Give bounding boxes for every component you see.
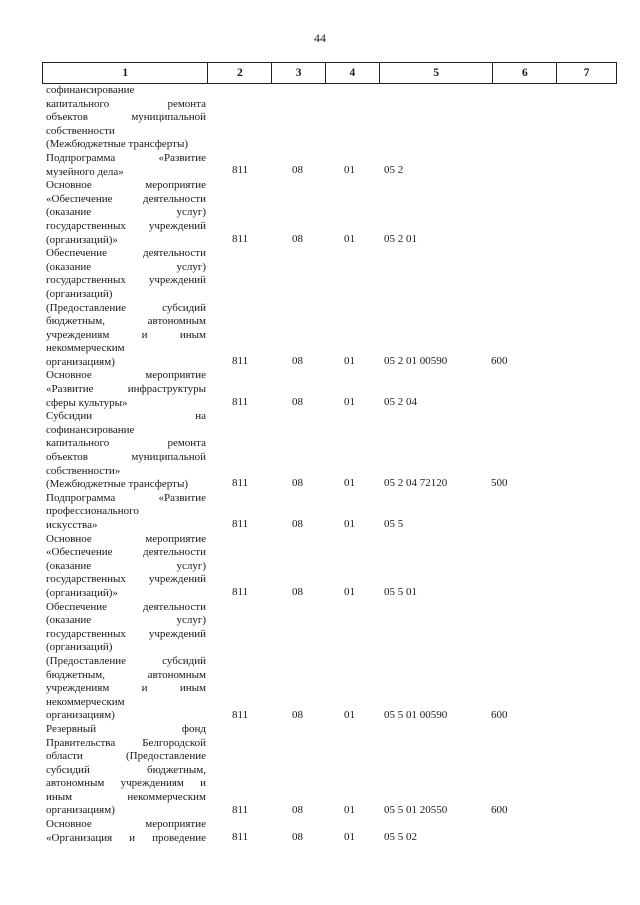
description-line: Основное мероприятие (46, 532, 206, 545)
description-line: бюджетным, автономным (46, 668, 206, 681)
description-line: государственных учреждений (46, 274, 206, 287)
cell-c2: 811 (232, 804, 249, 816)
description-line: (Межбюджетные трансферты) (46, 478, 188, 491)
description-line: бюджетным, автономным (46, 315, 206, 328)
cell-c4: 01 (344, 518, 355, 530)
header-col-1: 1 (43, 63, 208, 83)
description-line: капитального ремонта (46, 437, 206, 450)
description-line: организациям) (46, 355, 115, 368)
description-line: государственных учреждений (46, 219, 206, 232)
cell-c2: 811 (232, 164, 249, 176)
description-line: капитального ремонта (46, 97, 206, 110)
cell-c4: 01 (344, 477, 355, 489)
cell-c3: 08 (292, 831, 303, 843)
description-line: софинансирование (46, 84, 135, 96)
cell-c3: 08 (292, 396, 303, 408)
cell-c3: 08 (292, 164, 303, 176)
description-line: (организаций) (46, 641, 113, 654)
description-line: Обеспечение деятельности (46, 247, 206, 260)
description-line: Правительства Белгородской (46, 736, 206, 749)
description-line: Резервный фонд (46, 722, 206, 735)
description-line: государственных учреждений (46, 573, 206, 586)
cell-c2: 811 (232, 355, 249, 367)
cell-c4: 01 (344, 586, 355, 598)
table-header (42, 62, 617, 84)
description-line: (организаций) (46, 287, 113, 300)
cell-c4: 01 (344, 804, 355, 816)
cell-c5: 05 2 01 00590 (384, 355, 448, 367)
description-line: искусства» (46, 519, 98, 531)
header-col-5: 5 (380, 63, 494, 83)
description-line: некоммерческим (46, 695, 125, 708)
description-line: (организаций)» (46, 233, 118, 246)
description-line: Основное мероприятие (46, 369, 206, 382)
description-line: Основное мероприятие (46, 818, 206, 831)
cell-c3: 08 (292, 233, 303, 245)
description-line: сферы культуры» (46, 396, 128, 409)
cell-c5: 05 5 (384, 518, 404, 530)
cell-c6: 600 (491, 355, 508, 367)
cell-c2: 811 (232, 477, 249, 489)
description-line: «Обеспечение деятельности (46, 192, 206, 205)
description-line: объектов муниципальной (46, 451, 206, 464)
description-line: Субсидии на (46, 410, 206, 423)
description-line: (оказание услуг) (46, 206, 206, 219)
description-line: (Предоставление субсидий (46, 654, 206, 667)
cell-c2: 811 (232, 586, 249, 598)
description-line: некоммерческим (46, 342, 125, 355)
cell-c4: 01 (344, 355, 355, 367)
cell-c2: 811 (232, 518, 249, 530)
cell-c4: 01 (344, 709, 355, 721)
description-line: (оказание услуг) (46, 559, 206, 572)
cell-c6: 600 (491, 709, 508, 721)
description-line: учреждениям и иным (46, 682, 206, 695)
cell-c5: 05 5 01 00590 (384, 709, 448, 721)
header-col-3: 3 (272, 63, 326, 83)
description-column (46, 84, 206, 845)
cell-c2: 811 (232, 831, 249, 843)
cell-c2: 811 (232, 709, 249, 721)
description-line: (организаций)» (46, 586, 118, 599)
header-col-2: 2 (208, 63, 272, 83)
cell-c5: 05 5 01 (384, 586, 417, 598)
description-line: Обеспечение деятельности (46, 600, 206, 613)
cell-c3: 08 (292, 804, 303, 816)
cell-c5: 05 2 04 72120 (384, 477, 448, 489)
page-number: 44 (314, 31, 326, 45)
description-line: собственности (46, 124, 115, 137)
description-line: «Развитие инфраструктуры (46, 383, 206, 396)
cell-c5: 05 5 01 20550 (384, 804, 448, 816)
cell-c2: 811 (232, 396, 249, 408)
description-line: софинансирование (46, 423, 135, 436)
description-line: субсидий бюджетным, (46, 763, 206, 776)
cell-c3: 08 (292, 586, 303, 598)
description-line: Подпрограмма «Развитие (46, 491, 206, 504)
cell-c5: 05 5 02 (384, 831, 417, 843)
cell-c3: 08 (292, 355, 303, 367)
cell-c3: 08 (292, 518, 303, 530)
description-line: (Предоставление субсидий (46, 301, 206, 314)
description-line: организациям) (46, 709, 115, 722)
description-line: государственных учреждений (46, 627, 206, 640)
description-line: «Организация и проведение (46, 831, 206, 844)
header-col-4: 4 (326, 63, 380, 83)
description-line: (оказание услуг) (46, 260, 206, 273)
description-line: профессионального (46, 505, 139, 518)
description-line: автономным учреждениям и (46, 777, 206, 790)
description-line: Основное мероприятие (46, 179, 206, 192)
cell-c4: 01 (344, 233, 355, 245)
description-line: объектов муниципальной (46, 111, 206, 124)
header-col-7: 7 (583, 67, 590, 79)
cell-c5: 05 2 01 (384, 233, 417, 245)
header-col-6: 6 (493, 63, 557, 83)
cell-c4: 01 (344, 831, 355, 843)
description-line: области (Предоставление (46, 750, 206, 763)
description-line: учреждениям и иным (46, 328, 206, 341)
description-line: (оказание услуг) (46, 614, 206, 627)
cell-c6: 500 (491, 477, 508, 489)
cell-c5: 05 2 04 (384, 396, 417, 408)
cell-c6: 600 (491, 804, 508, 816)
cell-c3: 08 (292, 709, 303, 721)
description-line: Подпрограмма «Развитие (46, 151, 206, 164)
cell-c4: 01 (344, 396, 355, 408)
description-line: «Обеспечение деятельности (46, 546, 206, 559)
cell-c4: 01 (344, 164, 355, 176)
description-line: (Межбюджетные трансферты) (46, 138, 188, 151)
description-line: собственности» (46, 464, 121, 477)
cell-c2: 811 (232, 233, 249, 245)
description-line: музейного дела» (46, 165, 124, 178)
cell-c5: 05 2 (384, 164, 404, 176)
cell-c3: 08 (292, 477, 303, 489)
description-line: иным некоммерческим (46, 790, 206, 803)
description-line: организациям) (46, 804, 115, 817)
